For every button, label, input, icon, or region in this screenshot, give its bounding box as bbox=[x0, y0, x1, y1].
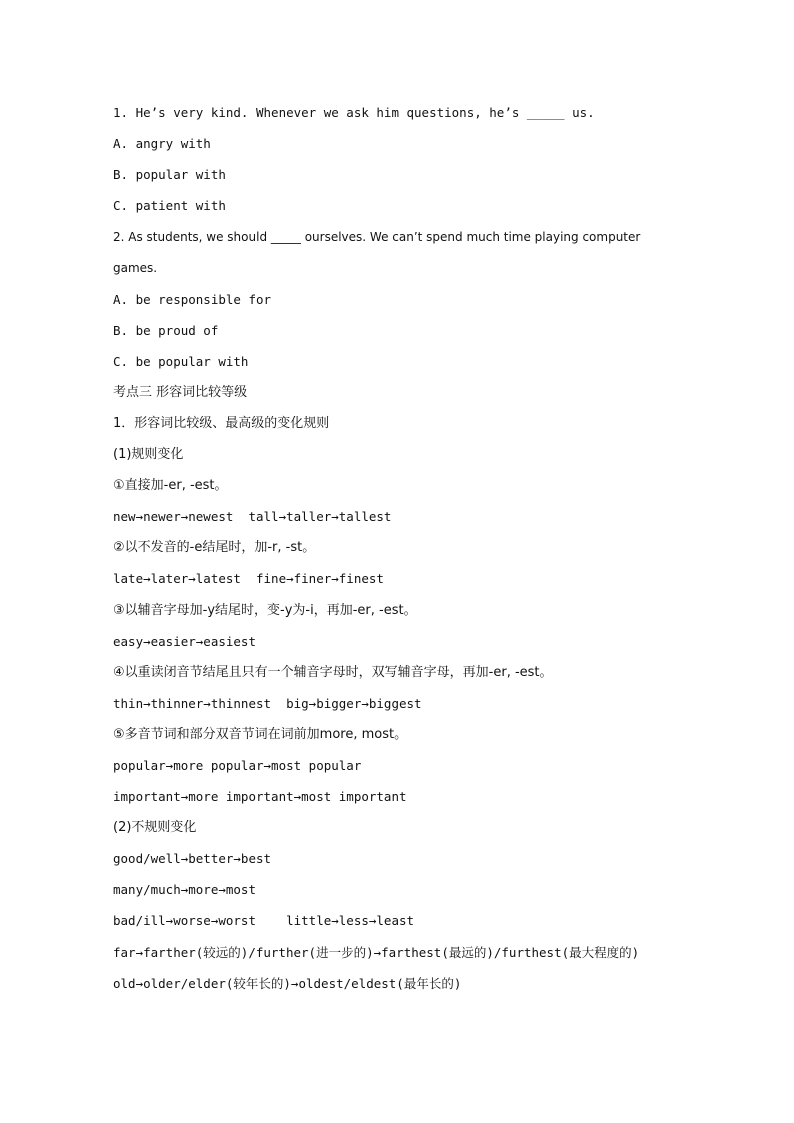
regular-changes-heading: (1)规则变化 bbox=[113, 447, 184, 463]
irregular-changes-heading: (2)不规则变化 bbox=[113, 820, 197, 836]
rule-5: ⑤多音节词和部分双音节词在词前加more, most。 bbox=[113, 726, 408, 742]
irregular-example-5: old→older/elder(较年长的)→oldest/eldest(最年长的) bbox=[113, 975, 462, 991]
question-1-option-a: A. angry with bbox=[113, 136, 211, 152]
rule-1: ①直接加-er, -est。 bbox=[113, 478, 228, 494]
irregular-example-4: far→farther(较远的)/further(进一步的)→farthest(最远的)/furthest(最大程度的) bbox=[113, 944, 640, 960]
rule-3-example: easy→easier→easiest bbox=[113, 633, 256, 649]
question-2-option-a: A. be responsible for bbox=[113, 291, 272, 307]
irregular-example-1: good/well→better→best bbox=[113, 851, 272, 867]
document-page bbox=[113, 102, 713, 1004]
question-2-option-c: C. be popular with bbox=[113, 353, 249, 369]
question-1-option-b: B. popular with bbox=[113, 167, 226, 183]
irregular-example-2: many/much→more→most bbox=[113, 882, 256, 898]
question-1-stem: 1. He’s very kind. Whenever we ask him questions, he’s _____ us. bbox=[113, 105, 595, 120]
rule-1-example: new→newer→newest tall→taller→tallest bbox=[113, 509, 392, 525]
rule-3: ③以辅音字母加-y结尾时，变-y为-i，再加-er, -est。 bbox=[113, 602, 417, 618]
irregular-example-3: bad/ill→worse→worst little→less→least bbox=[113, 913, 415, 929]
question-2-option-b: B. be proud of bbox=[113, 322, 219, 338]
rule-4-example: thin→thinner→thinnest big→bigger→biggest bbox=[113, 695, 422, 711]
section-heading: 考点三 形容词比较等级 bbox=[113, 384, 248, 400]
rule-5-example-1: popular→more popular→most popular bbox=[113, 757, 362, 773]
rule-4: ④以重读闭音节结尾且只有一个辅音字母时，双写辅音字母，再加-er, -est。 bbox=[113, 664, 553, 680]
question-2-stem: 2. As students, we should _____ ourselves. We can’t spend much time playing computer bbox=[113, 230, 641, 245]
rule-2-example: late→later→latest fine→finer→finest bbox=[113, 571, 384, 587]
question-1-option-c: C. patient with bbox=[113, 198, 226, 214]
rule-title: 1．形容词比较级、最高级的变化规则 bbox=[113, 415, 330, 431]
rule-5-example-2: important→more important→most important bbox=[113, 789, 407, 805]
rule-2: ②以不发音的-e结尾时，加-r, -st。 bbox=[113, 540, 316, 556]
question-2-stem-continued: games. bbox=[113, 261, 158, 276]
